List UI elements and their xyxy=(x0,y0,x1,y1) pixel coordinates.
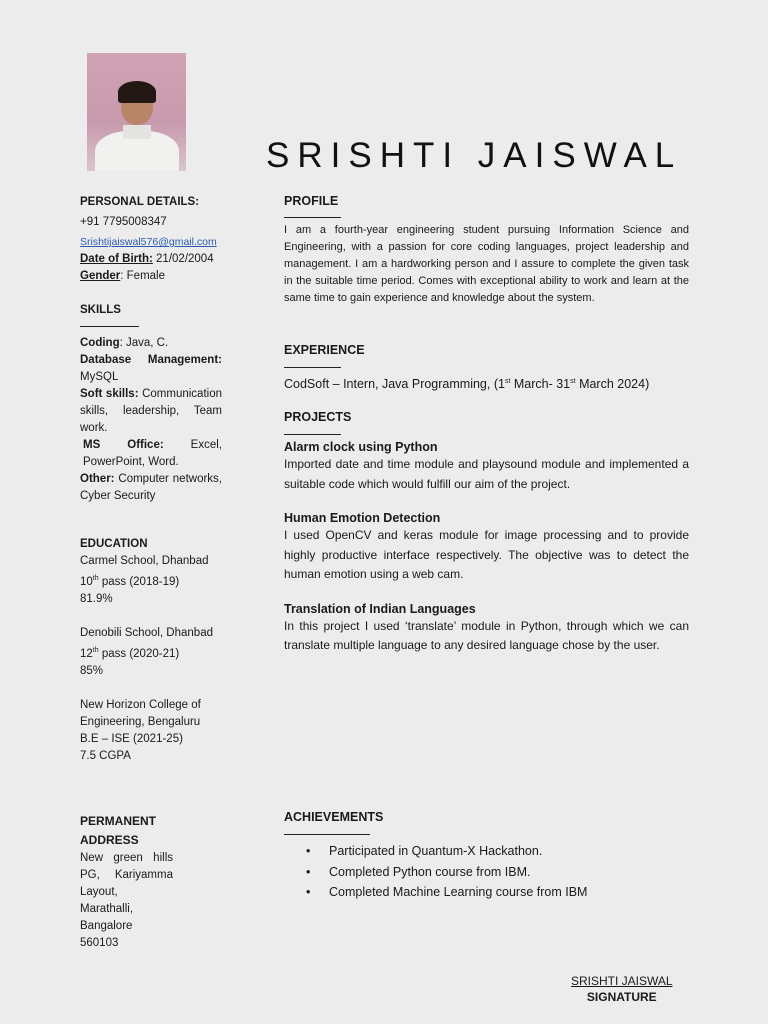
coding-value: : Java, C. xyxy=(119,337,169,349)
school-name: Carmel School, Dhanbad xyxy=(80,555,209,567)
other-skills-label: Other: xyxy=(80,473,115,485)
soft-skills-label: Soft skills: xyxy=(80,388,139,400)
profile-section xyxy=(284,194,689,307)
project-description: Imported date and time module and playsound module and implemented a suitable code which would fulfill our aim of the project. xyxy=(284,457,689,491)
address-line: New green hills PG, Kariyamma Layout, xyxy=(80,852,173,898)
education-item xyxy=(80,697,222,765)
achievement-item: • Completed Python course from IBM. xyxy=(284,862,689,883)
projects-heading: PROJECTS xyxy=(284,410,352,424)
personal-details-heading: PERSONAL DETAILS: xyxy=(80,196,200,208)
project-item xyxy=(284,602,689,656)
address-heading-line1: PERMANENT xyxy=(80,814,157,828)
profile-divider xyxy=(284,217,341,218)
achievements-list xyxy=(284,841,689,903)
signature-label: SIGNATURE xyxy=(586,990,657,1004)
address-section xyxy=(80,812,173,952)
candidate-name: SRISHTI JAISWAL xyxy=(266,136,683,175)
phone-number: +91 7795008347 xyxy=(80,216,167,228)
education-level: 10th pass (2018-19) xyxy=(80,575,180,588)
project-description: I used OpenCV and keras module for image processing and to provide highly productive interface respectively. The objective was to detect the human emotion using a web cam. xyxy=(284,528,689,581)
experience-heading: EXPERIENCE xyxy=(284,343,365,357)
skills-heading: SKILLS xyxy=(80,304,121,316)
education-score: 81.9% xyxy=(80,592,113,605)
email-link[interactable]: Srishtijaiswal576@gmail.com xyxy=(80,236,217,248)
profile-heading: PROFILE xyxy=(284,194,339,208)
experience-divider xyxy=(284,367,341,368)
projects-section xyxy=(284,410,689,656)
achievement-item: • Participated in Quantum-X Hackathon. xyxy=(284,841,689,862)
education-item xyxy=(80,625,222,680)
signature-name: SRISHTI JAISWAL xyxy=(571,974,673,988)
signature-block xyxy=(571,974,673,1004)
other-skills-value: Computer networks, Cyber Security xyxy=(80,473,222,502)
education-item xyxy=(80,553,222,608)
education-score: 85% xyxy=(80,664,104,677)
project-title: Translation of Indian Languages xyxy=(284,601,476,616)
education-heading: EDUCATION xyxy=(80,538,148,550)
gender-label: Gender xyxy=(80,270,121,282)
skills-section xyxy=(80,302,222,505)
education-score: 7.5 CGPA xyxy=(80,749,131,762)
ms-office-value: Excel, PowerPoint, Word. xyxy=(83,439,222,468)
education-section xyxy=(80,536,222,765)
project-title: Human Emotion Detection xyxy=(284,511,441,525)
school-name: New Horizon College of Engineering, Bengaluru xyxy=(80,698,201,728)
experience-text: CodSoft – Intern, Java Programming, (1st March- 31st March 2024) xyxy=(284,377,650,392)
project-description: In this project I used ‘translate’ module in Python, through which we can translate multiple language to any desired language chose by the user. xyxy=(284,618,689,652)
coding-label: Coding xyxy=(80,337,120,349)
project-title: Alarm clock using Python xyxy=(284,440,438,454)
address-line: Marathalli, xyxy=(80,903,134,915)
address-line: 560103 xyxy=(80,937,119,949)
dob-label: Date of Birth: xyxy=(80,253,153,265)
projects-divider xyxy=(284,434,341,435)
achievements-divider xyxy=(284,834,370,835)
achievement-item: • Completed Machine Learning course from IBM xyxy=(284,882,689,903)
project-item xyxy=(284,440,689,494)
education-level: B.E – ISE (2021-25) xyxy=(80,732,183,745)
education-level: 12th pass (2020-21) xyxy=(80,646,180,660)
personal-details-section xyxy=(80,194,222,285)
dob-value: 21/02/2004 xyxy=(152,253,214,265)
database-label: Database Management: xyxy=(80,354,222,366)
skills-divider xyxy=(80,326,139,327)
gender-value: : Female xyxy=(120,270,166,282)
address-heading-line2: ADDRESS xyxy=(80,833,139,847)
school-name: Denobili School, Dhanbad xyxy=(80,626,213,639)
soft-skills-value: Communication skills, leadership, Team work. xyxy=(80,388,222,434)
ms-office-label: MS Office: xyxy=(83,439,164,451)
database-value: MySQL xyxy=(80,371,119,383)
profile-photo xyxy=(87,53,186,171)
profile-text: I am a fourth-year engineering student pursuing Information Science and Engineering, with a passion for core coding languages, project leadership and management. I am a hardworking person and I assure to complete the given task in the suitable time period. Comes with exceptional ability to work and learn at the same time to gain experience and knowledge about the system. xyxy=(284,224,689,304)
address-line: Bangalore xyxy=(80,920,133,932)
achievements-heading: ACHIEVEMENTS xyxy=(284,810,384,824)
project-item xyxy=(284,511,689,585)
achievements-section xyxy=(284,810,689,903)
experience-section xyxy=(284,343,689,394)
